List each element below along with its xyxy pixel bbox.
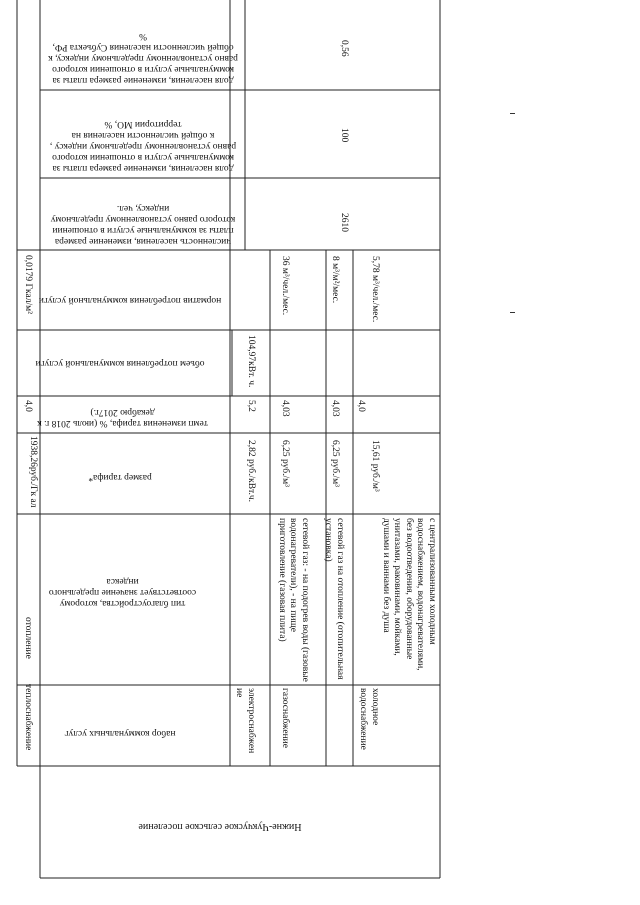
row-1-rate: 5,2 (246, 400, 256, 412)
header-teplosnabzhenie: теплоснабжение (23, 684, 33, 751)
header-otoplenie: отопление (23, 617, 33, 659)
column-header-dolya-mo: доля населения, изменение размера платы за коммунальные услуги в отношении которого равно установленному предельному индексу , к общей численности населения на территории МО, % (49, 119, 237, 173)
row-1-service: электроснабжен ие (234, 688, 256, 754)
scan-mark (510, 312, 515, 313)
row-2-type: сетевой газ: - на подогрев воды (газовые водонагреватели), - на пище приготовление (газовая плита) (277, 518, 310, 682)
settlement-name: Нижне-Чукчуское сельское поселение (138, 821, 302, 832)
column-header-nabor: набор коммунальных услуг (64, 728, 176, 738)
column-header-dolya-subject: доля населения, изменение размера платы за коммунальные услуги в отношении которого равно установленному предельному индексу, к общей численности населения Субъекта РФ, % (48, 31, 238, 85)
row-3-norm: 8 м³/м²/мес. (330, 256, 340, 304)
value-dolya-subject: 0,56 (339, 40, 349, 57)
row-2-norm: 36 м³/чел./мес. (280, 256, 290, 316)
row-2-service: газоснабжение (280, 688, 290, 748)
row-1-tariff: 2,82 руб./кВт.ч. (246, 440, 256, 503)
scan-mark (510, 113, 515, 114)
header-tariff: 1938,26руб./Гк ал (28, 436, 38, 508)
row-2-tariff: 6,25 руб./м³ (280, 440, 290, 487)
header-norm: 0,0179 Гкал/м² (23, 255, 33, 315)
column-header-razmer: размер тарифа* (88, 472, 152, 482)
row-4-tariff: 15,61 руб./м³ (370, 440, 380, 492)
row-4-type: с централизованным холодным водоснабжением, водонагревателями, без водоотведения, оборудованные унитазами, раковинами, мойками, душами и ваннами без душа (381, 518, 437, 671)
row-4-norm: 5,78 м³/чел./мес. (370, 256, 380, 323)
row-4-service: холодное водоснабжение (358, 688, 380, 750)
row-4-rate: 4,0 (356, 400, 366, 412)
column-header-temp: темп изменения тарифа, % (июль 2018 г. к декабрю 2017г.) (37, 407, 208, 428)
column-header-chislennost: численность населения, изменение размера платы за коммунальные услуги в отношении которого равно установленному предельному индексу, чел. (50, 203, 236, 246)
header-rate: 4,0 (23, 400, 33, 412)
row-2-rate: 4,03 (280, 400, 290, 417)
row-3-tariff: 6,25 руб./м³ (330, 440, 340, 487)
value-chislennost: 2610 (339, 213, 349, 232)
column-header-tip: тип благоустройства, которому соответствует значение предельного индекса (48, 576, 197, 608)
column-header-norm: норматив потребления коммунальной услуги (38, 295, 222, 305)
column-header-obem: объем потребления коммунальной услуги (35, 358, 205, 368)
row-1-volume: 104,97кВт. ч. (246, 335, 256, 388)
value-dolya-mo: 100 (339, 128, 349, 143)
row-3-type: сетевой газ на отопление (отопительная установка) (323, 518, 345, 680)
row-3-rate: 4,03 (330, 400, 340, 417)
